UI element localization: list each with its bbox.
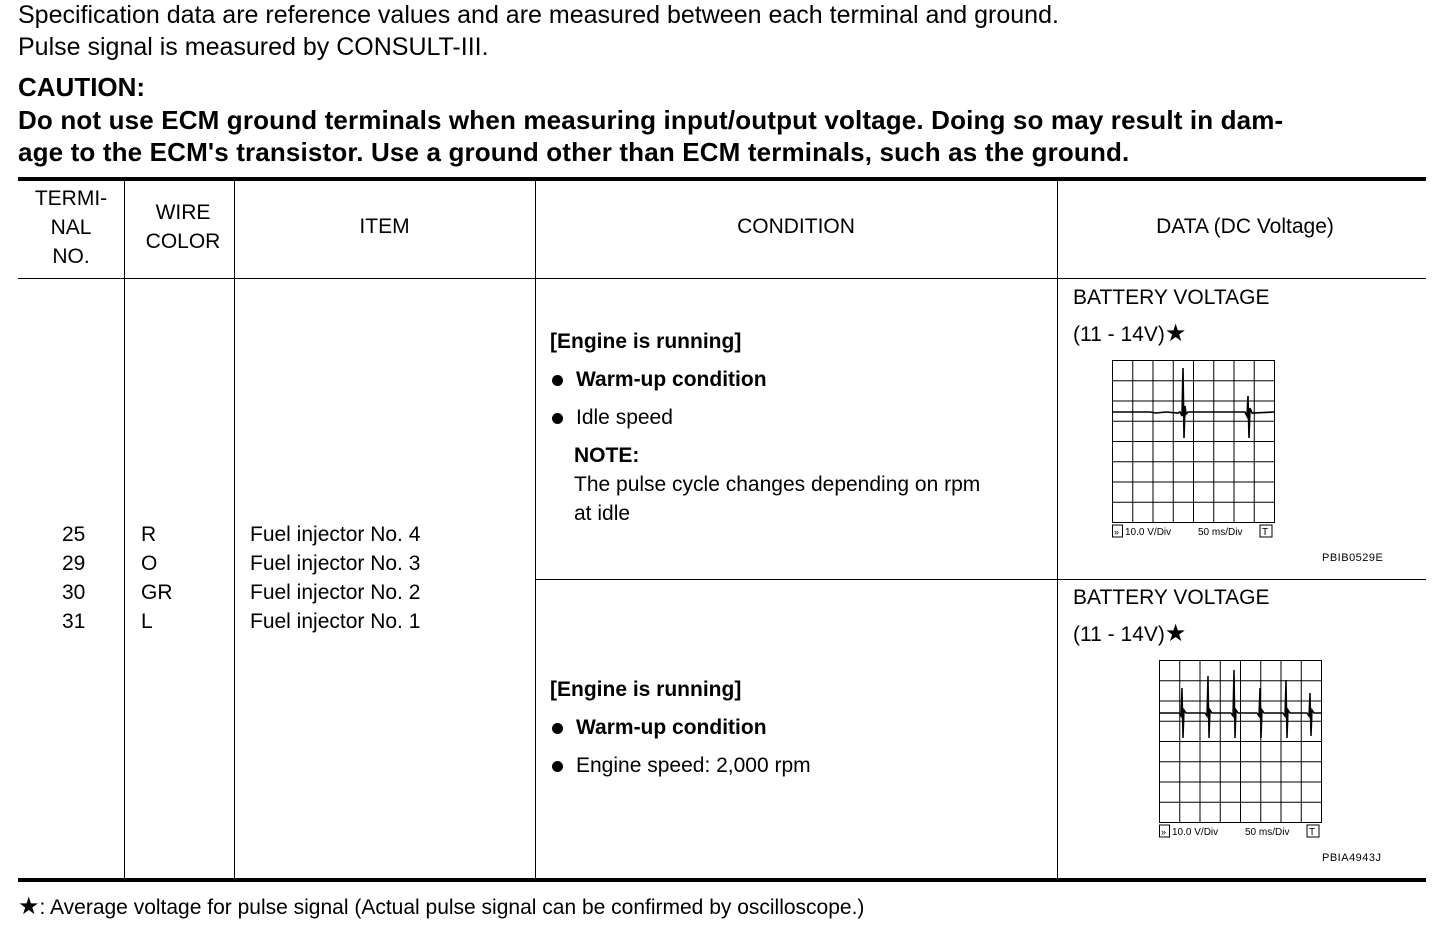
star-icon: ★	[1164, 320, 1187, 347]
terminal-no: 25	[62, 523, 86, 546]
terminal-no: 31	[62, 610, 86, 633]
row-divider	[535, 579, 1426, 580]
header-wire-color: WIRE COLOR	[145, 201, 221, 253]
data-value-idle: BATTERY VOLTAGE (11 - 14V)★	[1073, 286, 1270, 347]
table-bottom-rule	[18, 878, 1426, 882]
header-terminal: TERMI- NAL NO.	[34, 187, 108, 268]
oscilloscope-idle	[1110, 358, 1280, 543]
svg-text:»: »	[1161, 827, 1167, 837]
bullet-icon	[552, 761, 563, 772]
intro-line-1: Specification data are reference values and are measured between each terminal and ground.	[18, 1, 1059, 29]
col-divider-4	[1057, 181, 1058, 878]
condition-bullet: Idle speed	[550, 399, 980, 437]
header-condition: CONDITION	[737, 215, 855, 238]
data-value-2000rpm: BATTERY VOLTAGE (11 - 14V)★	[1073, 586, 1270, 647]
bullet-icon	[552, 723, 563, 734]
oscilloscope-2000rpm	[1157, 658, 1327, 843]
bullet-icon	[552, 413, 563, 424]
caution-text	[18, 104, 1428, 168]
condition-heading: [Engine is running]	[550, 678, 742, 701]
col-divider-1	[124, 181, 125, 878]
footnote: ★: Average voltage for pulse signal (Actual pulse signal can be confirmed by oscilloscope.)	[18, 893, 865, 920]
note-title: NOTE:	[574, 444, 640, 467]
intro-line-2: Pulse signal is measured by CONSULT-III.	[18, 33, 489, 61]
figure-code: PBIB0529E	[1322, 552, 1384, 564]
condition-2000rpm	[550, 671, 811, 785]
svg-text:»: »	[1114, 527, 1120, 537]
condition-note: NOTE: The pulse cycle changes depending on rpm at idle	[550, 441, 980, 528]
item-name: Fuel injector No. 1	[250, 610, 421, 633]
condition-bullet: Engine speed: 2,000 rpm	[550, 747, 811, 785]
wire-color: GR	[141, 581, 173, 604]
scope-vdiv: 10.0 V/Div	[1125, 527, 1172, 538]
wire-color-column	[141, 520, 173, 636]
terminal-no: 29	[62, 552, 86, 575]
wire-color: O	[141, 552, 158, 575]
scope-trigger: T	[1309, 827, 1316, 838]
header-data: DATA (DC Voltage)	[1156, 215, 1334, 238]
scope-trigger: T	[1262, 527, 1269, 538]
star-icon: ★	[18, 893, 40, 920]
item-name: Fuel injector No. 4	[250, 523, 421, 546]
condition-bullet: Warm-up condition	[550, 709, 811, 747]
star-icon: ★	[1164, 620, 1187, 647]
caution-title: CAUTION:	[18, 72, 146, 102]
figure-code: PBIA4943J	[1322, 852, 1382, 864]
scope-tdiv: 50 ms/Div	[1198, 527, 1243, 538]
item-name: Fuel injector No. 3	[250, 552, 421, 575]
scope-grid	[1113, 361, 1275, 523]
table-top-rule	[18, 177, 1426, 181]
header-bottom-rule	[18, 278, 1426, 279]
caution-line-1: Do not use ECM ground terminals when measuring input/output voltage. Doing so may result in dam-	[18, 105, 1284, 135]
wire-color: L	[141, 610, 153, 633]
item-column	[250, 520, 420, 636]
condition-bullet: Warm-up condition	[550, 361, 980, 399]
scope-vdiv: 10.0 V/Div	[1172, 827, 1219, 838]
terminal-column	[62, 520, 85, 636]
condition-heading: [Engine is running]	[550, 330, 742, 353]
header-item: ITEM	[359, 215, 410, 238]
terminal-no: 30	[62, 581, 86, 604]
col-divider-3	[535, 181, 536, 878]
wire-color: R	[141, 523, 157, 546]
scope-grid	[1160, 661, 1322, 823]
bullet-icon	[552, 375, 563, 386]
scope-tdiv: 50 ms/Div	[1245, 827, 1290, 838]
condition-idle	[550, 323, 980, 528]
caution-line-2: age to the ECM's transistor. Use a ground other than ECM terminals, such as the ground.	[18, 137, 1130, 167]
item-name: Fuel injector No. 2	[250, 581, 421, 604]
col-divider-2	[234, 181, 235, 878]
